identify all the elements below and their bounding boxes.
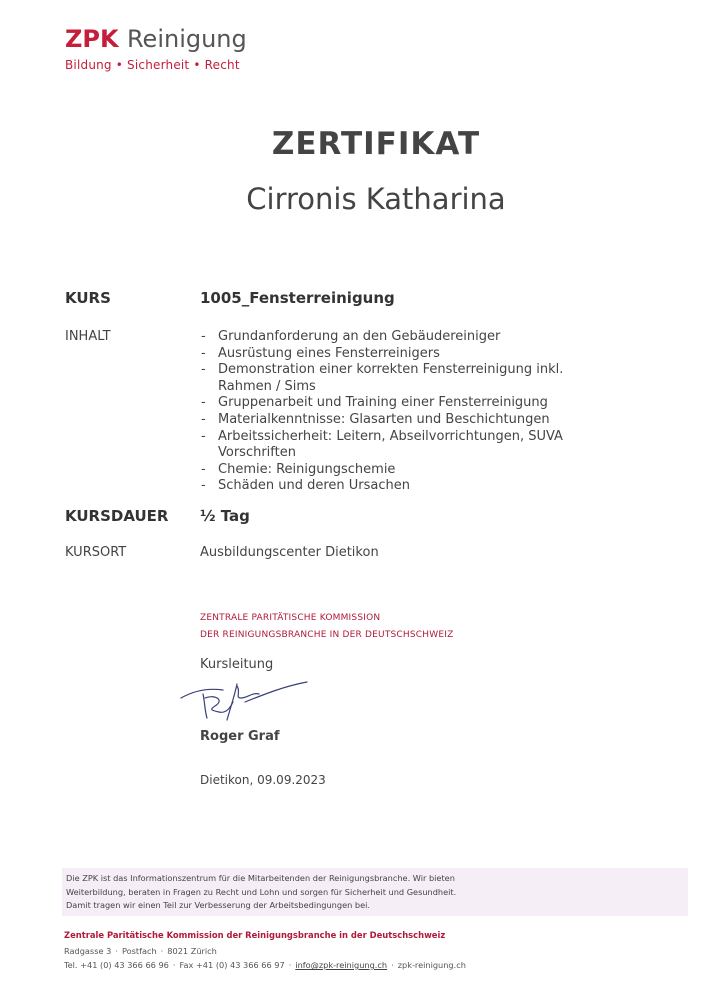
- website-link[interactable]: zpk-reinigung.ch: [397, 960, 466, 970]
- address-city: 8021 Zürich: [167, 946, 217, 956]
- logo: [65, 24, 247, 54]
- address: [64, 946, 217, 956]
- signer-name: Roger Graf: [200, 729, 280, 744]
- separator: ·: [160, 946, 164, 956]
- org-name: Zentrale Paritätische Kommission der Reinigungsbranche in der Deutschschweiz: [64, 930, 446, 940]
- content-item: - Schäden und deren Ursachen: [200, 478, 580, 495]
- email-link[interactable]: info@zpk-reinigung.ch: [295, 960, 388, 970]
- commission-line-2: DER REINIGUNGSBRANCHE IN DER DEUTSCHSCHWEIZ: [200, 630, 454, 640]
- logo-brand: ZPK: [65, 25, 119, 53]
- recipient-name: Cirronis Katharina: [246, 182, 506, 216]
- separator: ·: [115, 946, 118, 956]
- place-date: Dietikon, 09.09.2023: [200, 773, 326, 787]
- content-item: - Gruppenarbeit und Training einer Fensterreinigung: [200, 395, 580, 412]
- content-item: - Materialkenntnisse: Glasarten und Beschichtungen: [200, 412, 580, 429]
- info-line: Weiterbildung, beraten in Fragen zu Recht und Lohn und sorgen für Sicherheit und Gesundheit.: [66, 886, 457, 897]
- content-label: INHALT: [65, 329, 111, 344]
- content-item: - Arbeitssicherheit: Leitern, Abseilvorrichtungen, SUVA Vorschriften: [200, 429, 580, 462]
- logo-name: Reinigung: [126, 25, 247, 53]
- content-item: - Chemie: Reinigungschemie: [200, 462, 580, 479]
- signature-scribble: [175, 676, 315, 728]
- address-po: Postfach: [121, 946, 157, 956]
- certificate-title: ZERTIFIKAT: [271, 126, 481, 162]
- separator: ·: [288, 960, 292, 970]
- contact: [64, 960, 466, 970]
- address-street: Radgasse 3: [64, 946, 112, 956]
- logo-tagline: Bildung • Sicherheit • Recht: [65, 58, 240, 72]
- separator: ·: [172, 960, 176, 970]
- location-label: KURSORT: [65, 545, 127, 560]
- fax: Fax +41 (0) 43 366 66 97: [179, 960, 285, 970]
- duration-label: KURSDAUER: [65, 507, 169, 525]
- location-value: Ausbildungscenter Dietikon: [200, 545, 379, 560]
- content-item: - Demonstration einer korrekten Fensterreinigung inkl. Rahmen / Sims: [200, 362, 580, 395]
- info-line: Die ZPK ist das Informationszentrum für die Mitarbeitenden der Reinigungsbranche. Wir bieten: [66, 873, 455, 883]
- course-value: 1005_Fensterreinigung: [200, 289, 395, 307]
- info-line: Damit tragen wir einen Teil zur Verbesserung der Arbeitsbedingungen bei.: [66, 900, 371, 910]
- course-label: KURS: [65, 289, 111, 307]
- separator: ·: [391, 960, 394, 970]
- content-item: - Ausrüstung eines Fensterreinigers: [200, 346, 580, 363]
- phone: Tel. +41 (0) 43 366 66 96: [64, 960, 169, 970]
- content-list: [200, 329, 580, 495]
- content-item: - Grundanforderung an den Gebäudereiniger: [200, 329, 580, 346]
- duration-value: ½ Tag: [200, 507, 250, 525]
- signature-role: Kursleitung: [200, 657, 274, 672]
- info-text: [66, 872, 686, 913]
- commission-line-1: ZENTRALE PARITÄTISCHE KOMMISSION: [200, 613, 381, 623]
